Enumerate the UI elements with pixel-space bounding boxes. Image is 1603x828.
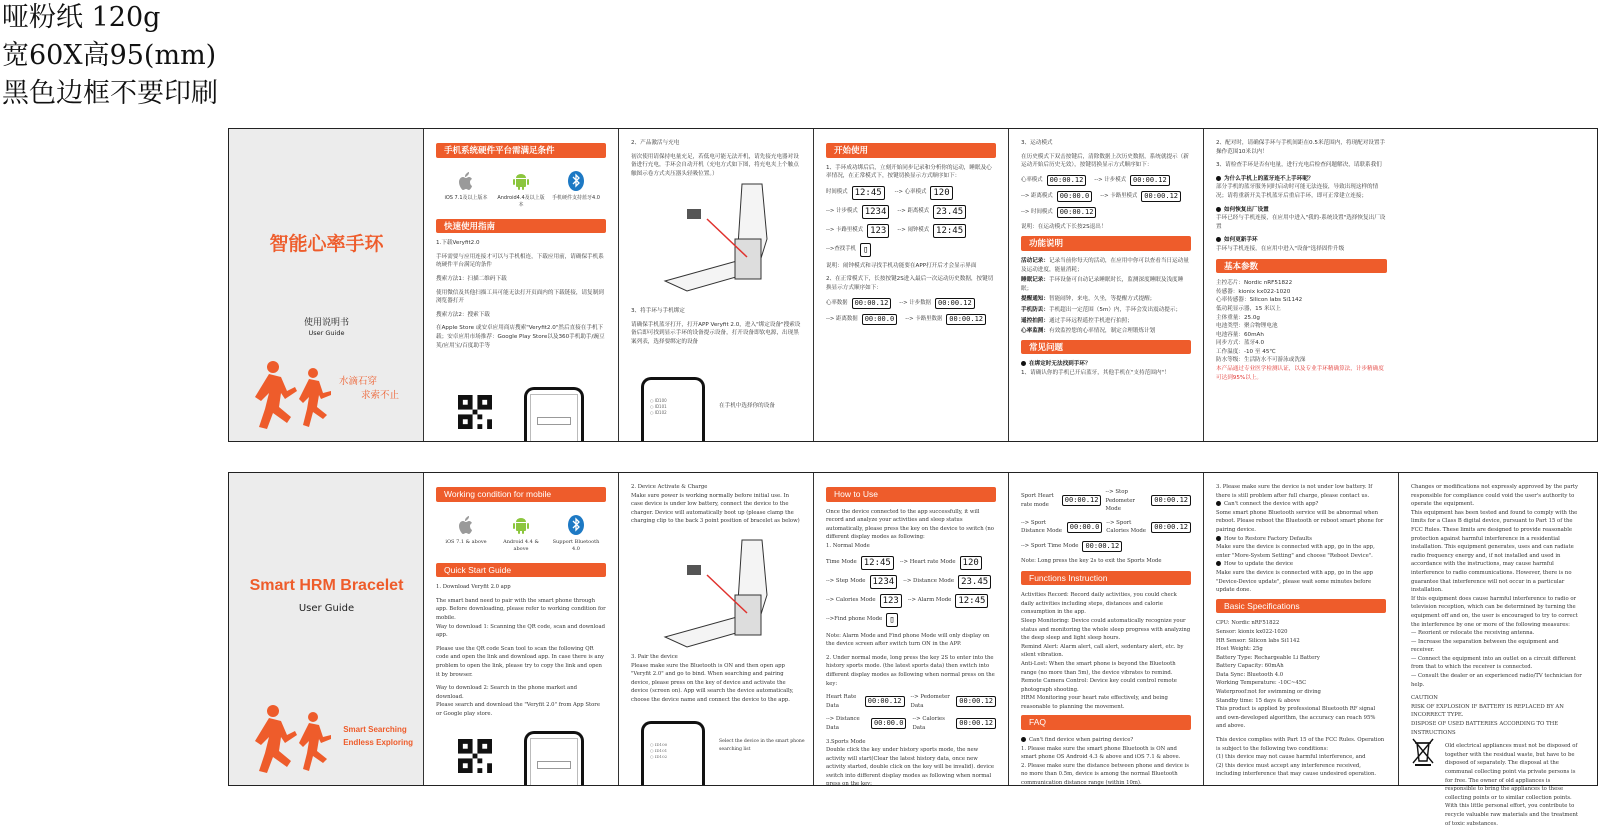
lcd-alarm: 12:45 bbox=[933, 224, 966, 238]
lcd-alarm: 12:45 bbox=[955, 594, 988, 608]
cn-bar-requirements: 手机系统硬件平台需满足条件 bbox=[436, 143, 606, 158]
en-accuracy-note: This product is applied by professional Bluetooth RF signal and own-developed algorithm, the accuracy can reach 95% and above. bbox=[1216, 706, 1376, 730]
cn-accuracy-note: 本产品通过专业医学检测认证，以及专业手环精确算法，计步精确度可达到95%以上。 bbox=[1216, 366, 1384, 381]
lcd-sport-calories: 00:00.12 bbox=[1141, 191, 1181, 202]
cn-history-steps: --> 计步数据 bbox=[899, 299, 931, 306]
cn-spec-item: 低功耗显示器，15 米以上 bbox=[1216, 305, 1281, 312]
en-spec-item: Sensor: kionix kx022-1020 bbox=[1216, 628, 1288, 635]
en-activate-heading: 2. Device Activate & Charge bbox=[631, 484, 708, 490]
cn-mode-time: 时间模式 bbox=[826, 189, 848, 196]
cn-sport-calories: --> 卡路里模式 bbox=[1100, 192, 1138, 199]
en-sport-steps: --> Stop Pedometer Mode bbox=[1105, 489, 1135, 513]
print-note-paper: 哑粉纸 120g bbox=[2, 2, 161, 33]
cn-spec-list bbox=[1216, 279, 1387, 365]
en-sports-mode-desc: Double click the key under history sports mode, the new activity will start(Clear the latest history data, once new activity started, double click on the key will be invalid). device switch into different display modes as following when normal press on the key: bbox=[826, 747, 995, 788]
en-panel-requirements bbox=[424, 473, 619, 785]
en-spec-item: CPU: Nordic nRF51822 bbox=[1216, 620, 1280, 627]
cn-bar-specs: 基本参数 bbox=[1216, 259, 1387, 274]
en-spec-list bbox=[1216, 619, 1386, 705]
en-mode-hr: --> Heart rate Mode bbox=[899, 559, 956, 566]
en-caution-dispose: DISPOSE OF USED BATTERIES ACCORDING TO THE INSTRUCTIONS bbox=[1411, 721, 1559, 736]
en-changes-warning: Changes or modifications not expressly approved by the party responsible for compliance could void the user's authority to operate the equipment. bbox=[1411, 484, 1579, 508]
cn-func-notify-key: 提醒通知： bbox=[1021, 296, 1049, 303]
chinese-manual-sheet bbox=[228, 128, 1598, 442]
en-sport-time: --> Sport Time Mode bbox=[1021, 543, 1079, 550]
bullet-icon bbox=[1216, 561, 1221, 566]
scan-box bbox=[537, 417, 571, 425]
phone-device-list: ○ ID100 ○ ID101 ○ ID102 bbox=[641, 721, 705, 785]
qr-code bbox=[458, 739, 492, 773]
en-cover-panel bbox=[229, 473, 424, 785]
cn-faq4: 如何更新手环 bbox=[1224, 237, 1258, 244]
bluetooth-icon bbox=[565, 170, 587, 192]
en-mode-time: Time Mode bbox=[826, 559, 857, 566]
en-history-calories: --> Calories Data bbox=[912, 716, 945, 731]
en-faq3-answer: Make sure the device is connected with app, go in the app, enter "More-System Setting" and choose "Reboot Device". bbox=[1216, 544, 1375, 559]
apple-icon bbox=[455, 170, 477, 192]
bullet-icon bbox=[1216, 176, 1221, 181]
cn-faq3-answer: 手环已经与手机连接，在应用中进入"我的-系统设置"选择恢复出厂设置 bbox=[1216, 215, 1386, 230]
os-android-label: Android 4.4 & above bbox=[503, 538, 539, 552]
os-android bbox=[495, 170, 547, 209]
cn-spec-item: 同步方式：蓝牙4.0 bbox=[1216, 340, 1265, 347]
cn-panel-usage bbox=[814, 129, 1009, 441]
cn-download-method2: 搜索方法2：搜索下载 bbox=[436, 311, 490, 318]
en-spec-item: Battery Capacity: 60mAh bbox=[1216, 663, 1284, 670]
en-sport-note: Note: Long press the key 2s to exit the Sports Mode bbox=[1021, 557, 1162, 564]
en-slogan-line1: Smart Searching bbox=[343, 725, 407, 734]
cn-pair-desc: 请确保手机蓝牙打开，打开APP Veryfit 2.0，进入"绑定设备"搜索设备后即可找到显示手环的设备提示设备，打开设备即软电源，出现黑案列表，选择要绑定的设备 bbox=[631, 321, 801, 345]
cn-sport-steps: --> 计步模式 bbox=[1094, 176, 1126, 183]
en-history-desc: 2. Under normal mode, long press the key 2S to enter into the history sports mode. (the latest sports data) then switch into different display modes as following when normal press on the key: bbox=[826, 654, 995, 687]
cn-usage-note: 说明：闹钟模式和寻找手机功能要在APP打开后才会显示界面 bbox=[826, 262, 977, 269]
en-spec-item: Working Temperature: -10C~45C bbox=[1216, 680, 1307, 687]
en-normal-mode-heading: 1. Normal Mode bbox=[826, 542, 870, 549]
en-measure-item: — Connect the equipment into an outlet on a circuit different from that to which the receiver is connected. bbox=[1411, 655, 1576, 671]
runners-illustration bbox=[247, 357, 347, 435]
en-faq4: How to update the device bbox=[1224, 561, 1293, 568]
en-faq1-answer3: 3. Please make sure the device is not under low battery. If there is still problem after full charge, please contact us. bbox=[1216, 484, 1373, 499]
print-note-size: 宽60X高95(mm) bbox=[2, 40, 217, 71]
lcd-find-phone: ▯ bbox=[886, 613, 897, 627]
cn-bar-quickstart: 快速使用指南 bbox=[436, 219, 606, 234]
en-func-remind: Remind Alert: Alarm alert, call alert, sedentary alert, etc. by silent vibration. bbox=[1021, 643, 1184, 659]
print-note-border: 黑色边框不要印刷 bbox=[2, 78, 218, 109]
lcd-history-calories: 00:00.12 bbox=[956, 718, 996, 729]
lcd-sport-hr: 00:00.12 bbox=[1062, 495, 1102, 506]
lcd-history-steps: 00:00.12 bbox=[935, 298, 975, 309]
en-bar-requirements: Working condition for mobile bbox=[436, 487, 606, 502]
en-faq4-answer: Make sure the device is connected with app, go in the app "Device-Device update", please wait some minutes before update done. bbox=[1216, 569, 1374, 594]
cn-func-camera-key: 遥控拍照： bbox=[1021, 317, 1049, 324]
en-sports-mode-heading: 3.Sports Mode bbox=[826, 738, 866, 745]
cn-cover-panel bbox=[229, 129, 424, 441]
en-sport-hr: Sport Heart rate mode bbox=[1021, 493, 1054, 508]
cn-pair-heading: 3、将手环与手机绑定 bbox=[631, 308, 685, 314]
en-sport-distance: --> Sport Distance Mode bbox=[1021, 519, 1062, 535]
en-mode-calories: --> Calories Mode bbox=[826, 597, 876, 604]
en-mode-steps: --> Step Mode bbox=[826, 578, 866, 585]
en-history-distance: --> Distance Data bbox=[826, 716, 860, 731]
cn-func-sleep-key: 睡眠记录： bbox=[1021, 277, 1049, 284]
os-bluetooth-label: Support Bluetooth 4.0 bbox=[552, 538, 600, 552]
cn-spec-item: 电池类型：聚合物锂电池 bbox=[1216, 323, 1278, 330]
en-fcc-class-b: This equipment has been tested and found to comply with the limits for a Class B digital device, pursuant to Part 15 of the FCC Rules. These limits are designed to provide reasonable protection against harmful interference in a residential installation. This equipment generates, uses and can radiate radio frequency energy and, if not installed and used in accordance with the instructions, may cause harmful interference to radio communications. However, there is no guarantee that interference will not occur in a particular installation. bbox=[1411, 509, 1578, 594]
cn-cover-slogan bbox=[339, 375, 399, 403]
cn-spec-item: 主体重量：25.0g bbox=[1216, 314, 1260, 321]
en-download-method1: Way to download 1: Scanning the QR code, scan and download app. bbox=[436, 623, 606, 639]
cn-faq1-answer: 1、请确认你的手机已开启蓝牙，其他手机在"支持范围内"！ bbox=[1021, 369, 1170, 376]
en-mode-alarm: --> Alarm Mode bbox=[907, 597, 952, 604]
cn-faq3: 如何恢复出厂设置 bbox=[1224, 206, 1269, 213]
en-phone-caption: Select the device in the smart phone searching list bbox=[719, 738, 805, 753]
scan-box bbox=[537, 761, 571, 769]
cn-bar-functions: 功能说明 bbox=[1021, 236, 1191, 251]
cn-panel-specs bbox=[1204, 129, 1399, 441]
en-slogan-line2: Endless Exploring bbox=[343, 738, 413, 747]
en-bar-functions: Functions Instruction bbox=[1021, 571, 1191, 586]
cn-func-hr-value: 有效监控您的心率情况，制定合理锻炼计划 bbox=[1048, 328, 1156, 335]
en-func-hrm: HRM Monitoring your heart rate effectively, and being reasonable to planning the movement. bbox=[1021, 695, 1168, 710]
cn-bar-faq: 常见问题 bbox=[1021, 340, 1191, 355]
cn-sport-desc: 在历史模式下双击按键后，清除数据上次历史数据，系统就提示（新运动开始后历史无效），按键切换显示方式顺序如下： bbox=[1021, 153, 1189, 169]
en-panel-functions bbox=[1009, 473, 1204, 785]
cn-faq2-answer: 部分手机的蓝牙服务同时启动时可能无法连接，导致出现这样的情况；请将重新开关手机蓝牙后重启手环，即可正常建立连接； bbox=[1216, 184, 1379, 199]
cn-sport-distance: --> 距离模式 bbox=[1021, 192, 1053, 199]
en-cover-title: Smart HRM Bracelet bbox=[249, 577, 404, 594]
cn-sport-time: --> 时间模式 bbox=[1021, 208, 1053, 215]
phone-illustration bbox=[524, 731, 584, 785]
cn-spec-item: 防水等级：生活防水不可游泳或洗澡 bbox=[1216, 357, 1306, 364]
en-step-download: 1. Download Veryfit 2.0 app bbox=[436, 584, 511, 591]
lcd-time: 12:45 bbox=[861, 556, 894, 570]
en-bar-specs: Basic Specifications bbox=[1216, 599, 1386, 614]
en-download-method1-desc: Please use the QR code Scan tool to scan the following QR code and open the link and download app. In case there is any problem to open the link, please try to copy the link and open it by browser. bbox=[436, 645, 604, 678]
cn-download-method1: 搜索方法1：扫描二维码下载 bbox=[436, 275, 507, 282]
cn-panel-activate bbox=[619, 129, 814, 441]
en-cover-slogan bbox=[343, 723, 413, 749]
os-ios bbox=[440, 170, 492, 209]
lcd-heart-rate: 120 bbox=[930, 186, 952, 200]
lcd-distance: 23.45 bbox=[958, 575, 991, 589]
cn-slogan-line2: 求索不止 bbox=[360, 390, 399, 401]
cn-slogan-line1: 水滴石穿 bbox=[338, 376, 377, 387]
os-icons-row bbox=[436, 164, 606, 209]
en-panel-specs bbox=[1204, 473, 1399, 785]
en-measure-item: — Consult the dealer or an experienced radio/TV technician for help. bbox=[1411, 673, 1582, 688]
bullet-icon bbox=[1021, 737, 1026, 742]
en-interference-measures: If this equipment does cause harmful interference to radio or television reception, which can be determined by turning the equipment off and on, the user is encouraged to try to correct the interference by one or more of the following measures: bbox=[1411, 595, 1578, 628]
cn-func-sleep-value: 手环设备可自动记录睡眠时长，监测深度睡眠及浅度睡眠； bbox=[1021, 277, 1184, 292]
en-step-download-desc: The smart band need to pair with the smart phone through app. Before downloading, please refer to working condition for mobile. bbox=[436, 597, 606, 621]
cn-panel-functions bbox=[1009, 129, 1204, 441]
en-measure-item: — Reorient or relocate the receiving antenna. bbox=[1411, 630, 1535, 637]
en-faq2: Can't connect the device with app? bbox=[1224, 501, 1319, 508]
en-weee-text: Old electrical appliances must not be disposed of together with the residual waste, but have to be disposed of separately. The disposal at the communal collecting point via private persons is for free. The owner of old appliances is responsible to bring the appliances to these collecting points or to similar collection points. With this little personal effort, you contribute to recycle valuable raw materials and the treatment of toxic substances. bbox=[1445, 743, 1579, 827]
cn-usage-intro: 1、手环成功绑后后，立刻开始同步记录和分析你的运动，睡眠及心率情况，在正常模式下，按键切换显示方式顺序如下： bbox=[826, 164, 992, 180]
lcd-history-distance: 00:00.0 bbox=[862, 314, 898, 325]
cn-func-camera-value: 通过手环远程遥控手机进行拍照； bbox=[1048, 317, 1133, 324]
cn-cover-subtitle: 使用说明书 bbox=[303, 318, 349, 328]
cn-step-download-desc: 手环需要与应用连接才可以与手机相连，下载应用前，请确保手机系统硬件平台满足的条件 bbox=[436, 253, 604, 269]
cn-sport-note: 说明：在运动模式下长按2S退出！ bbox=[1021, 223, 1107, 230]
en-fcc-condition2: (2) this device must accept any interference received, including interference that may cause undesired operation. bbox=[1216, 762, 1377, 778]
en-faq1-answer: 1. Please make sure the smart phone Bluetooth is ON and smart phone OS Android 4.3 & above and iOS 7.1 & above. bbox=[1021, 745, 1181, 761]
en-fcc-statement: This device complies with Part 15 of the FCC Rules. Operation is subject to the following two conditions: bbox=[1216, 737, 1385, 752]
en-faq2-answer: Some smart phone Bluetooth service will be abnormal when reboot. Please reboot the Bluetooth or reboot smart phone for pairing device. bbox=[1216, 509, 1384, 533]
bluetooth-icon bbox=[565, 514, 587, 536]
en-usage-note: Note: Alarm Mode and Find phone Mode will only display on the device screen after switch turn ON in the APP. bbox=[826, 632, 990, 648]
en-download-method2: Way to download 2: Search in the phone market and download. bbox=[436, 685, 578, 700]
cn-faq1-answer2: 2、配对时，请确保手环与手机间距在0.5米范围内，将现配对设置手操作范围10米以内！ bbox=[1216, 140, 1386, 155]
en-cover-subtitle: User Guide bbox=[298, 603, 355, 614]
en-func-activity: Activities Record: Record daily activities, you could check daily activities including steps, distances and calorie consumption in the app. bbox=[1021, 592, 1177, 616]
os-android-label: Android4.4及以上版本 bbox=[497, 194, 545, 208]
en-faq3: How to Restore Factory Defaults bbox=[1224, 535, 1312, 542]
cn-faq4-answer: 手环与手机连接，在应用中进入"设备"选择固件升级 bbox=[1216, 245, 1345, 252]
os-icons-row bbox=[436, 508, 606, 553]
bullet-icon bbox=[1216, 501, 1221, 506]
cn-sport-hr: 心率模式 bbox=[1021, 176, 1043, 183]
phone-illustration bbox=[524, 387, 584, 441]
cn-history-desc: 2、在正常模式下，长按按键2S进入最后一次运动历史数据，按键切换显示方式顺序如下： bbox=[826, 276, 994, 291]
en-spec-item: Data Sync: Bluetooth 4.0 bbox=[1216, 671, 1284, 678]
cn-phone-caption: 在手机中选择你的设备 bbox=[719, 403, 775, 410]
bullet-icon bbox=[1216, 536, 1221, 541]
en-panel-compliance bbox=[1399, 473, 1594, 827]
cn-spec-item: 电池容量：60mAh bbox=[1216, 331, 1264, 338]
bullet-icon bbox=[1021, 361, 1026, 366]
cn-bar-usage: 开始使用 bbox=[826, 143, 996, 158]
lcd-steps: 1234 bbox=[862, 205, 890, 219]
cn-step-download: 1.下载Veryfit2.0 bbox=[436, 240, 480, 247]
lcd-time: 12:45 bbox=[852, 186, 885, 200]
en-bar-faq: FAQ bbox=[1021, 715, 1191, 730]
cn-spec-item: 工作温度：-10 至 45℃ bbox=[1216, 348, 1276, 355]
en-bar-quickstart: Quick Start Guide bbox=[436, 563, 606, 578]
lcd-calories: 123 bbox=[880, 594, 902, 608]
qr-code bbox=[458, 395, 492, 429]
cn-history-calories: --> 卡路里数据 bbox=[905, 315, 943, 322]
cn-sport-heading: 3、运动模式 bbox=[1021, 140, 1053, 146]
lcd-sport-time: 00:00.12 bbox=[1082, 541, 1122, 552]
os-ios bbox=[440, 514, 492, 553]
lcd-history-hr: 00:00.12 bbox=[852, 298, 892, 309]
cn-func-notify-value: 智能闹钟，来电，久坐，等提醒方式提醒； bbox=[1048, 296, 1156, 303]
en-caution-explosion: RISK OF EXPLOSION IF BATTERY IS REPLACED BY AN INCORRECT TYPE. bbox=[1411, 703, 1564, 719]
lcd-history-steps: 00:00.12 bbox=[956, 696, 996, 707]
cn-func-antilost-value: 手机超出一定范围（5m）内，手环会发出震动提示； bbox=[1048, 306, 1182, 313]
en-activate-desc: Make sure power is working normally before initial use. In case device is under low battery, connect the device to the charger. Device will automatically boot up (please clamp the charging clip to the back 3 point position of bracelet as below) bbox=[631, 492, 800, 525]
cn-func-activity-key: 活动记录： bbox=[1021, 257, 1049, 264]
lcd-history-distance: 00:00.0 bbox=[871, 718, 907, 729]
en-pair-desc: Please make sure the Bluetooth is ON and then open app "Veryfit 2.0" and go to bind. When searching and pairing device, please press on the key of device and activate the device (screen on). App will search the device automatically, choose the device name and connect the device to the app. bbox=[631, 662, 794, 703]
en-sport-calories: --> Sport Calories Mode bbox=[1106, 519, 1146, 535]
cn-mode-distance: --> 距离模式 bbox=[897, 208, 930, 215]
lcd-history-calories: 00:00.12 bbox=[946, 314, 986, 325]
apple-icon bbox=[455, 514, 477, 536]
en-usage-intro: Once the device connected to the app successfully, it will record and analyze your activities and sleep status automatically, please press the key on the device to switch (no different display modes as following: bbox=[826, 508, 994, 541]
cn-mode-hr: --> 心率模式 bbox=[894, 189, 927, 196]
en-func-sleep: Sleep Monitoring: Device could automatically recognize your status and monitoring the whole sleep progress with analyzing the deep sleep and light sleep hours. bbox=[1021, 617, 1191, 642]
os-android bbox=[495, 514, 547, 553]
en-spec-item: Standby time: 15 days & above bbox=[1216, 697, 1300, 704]
os-bluetooth bbox=[550, 514, 602, 553]
cn-spec-item: 心率传感器：Silicon labs Si1142 bbox=[1216, 297, 1303, 304]
cn-normal-modes bbox=[826, 186, 996, 257]
cn-mode-find-phone: -->查找手机 bbox=[826, 246, 856, 253]
cn-history-hr: 心率数据 bbox=[826, 299, 848, 306]
cn-spec-item: 传感器：kionix kx022-1020 bbox=[1216, 288, 1291, 295]
cn-mode-calories: --> 卡路里模式 bbox=[826, 227, 864, 234]
os-ios-label: iOS 7.1及以上版本 bbox=[444, 194, 488, 201]
cn-faq2: 为什么手机上的蓝牙连不上手环呢？ bbox=[1224, 175, 1314, 182]
lcd-sport-calories: 00:00.12 bbox=[1151, 522, 1191, 533]
cn-cover-subtitle-en: User Guide bbox=[308, 329, 345, 337]
phone-device-list: ○ ID100 ○ ID101 ○ ID102 bbox=[641, 377, 705, 441]
os-bluetooth bbox=[550, 170, 602, 209]
cn-cover-title: 智能心率手环 bbox=[269, 233, 384, 255]
cn-history-distance: --> 距离数据 bbox=[826, 315, 858, 322]
en-caution-heading: CAUTION bbox=[1411, 695, 1438, 702]
cn-mode-alarm: --> 闹钟模式 bbox=[897, 227, 930, 234]
en-bar-usage: How to Use bbox=[826, 487, 996, 502]
en-faq1: Can't find device when pairing device? bbox=[1029, 737, 1134, 744]
lcd-find-phone: ▯ bbox=[860, 243, 871, 257]
english-manual-sheet bbox=[228, 472, 1598, 827]
en-download-method2-desc: Please search and download the "Veryfit 2.0" from App Store or Google play store. bbox=[436, 702, 600, 717]
lcd-sport-steps: 00:00.12 bbox=[1151, 495, 1191, 506]
cn-faq1: 在绑定时无法找到手环？ bbox=[1029, 361, 1091, 368]
en-pair-heading: 3. Pair the device bbox=[631, 654, 678, 660]
lcd-calories: 123 bbox=[867, 224, 889, 238]
en-measure-item: — Increase the separation between the equipment and receiver. bbox=[1411, 638, 1559, 654]
os-bluetooth-label: 手机硬件支持蓝牙4.0 bbox=[552, 194, 600, 201]
lcd-history-hr: 00:00.12 bbox=[865, 696, 905, 707]
en-spec-item: Battery Type: Rechargeable Li Battery bbox=[1216, 654, 1320, 661]
en-spec-item: Waterproof:not for swimming or diving bbox=[1216, 689, 1321, 696]
cn-mode-steps: --> 计步模式 bbox=[826, 208, 858, 215]
android-icon bbox=[510, 170, 532, 192]
lcd-sport-distance: 00:00.0 bbox=[1067, 522, 1103, 533]
en-history-hr: Heart Rate Data bbox=[826, 694, 857, 709]
en-spec-item: Host Weight: 25g bbox=[1216, 646, 1263, 653]
en-panel-activate bbox=[619, 473, 814, 785]
en-func-antilost: Anti-Lost: When the smart phone is beyond the Bluetooth range (no more than 5m), the device vibrates to remind. bbox=[1021, 660, 1176, 676]
cn-func-activity-value: 记录当前你每天的活动，在应用中你可以查看当日运动量及运动进度，能量消耗； bbox=[1021, 257, 1189, 273]
en-mode-distance: --> Distance Mode bbox=[903, 578, 955, 585]
cn-spec-item: 主控芯片：Nordic nRF51822 bbox=[1216, 280, 1293, 287]
lcd-steps: 1234 bbox=[870, 575, 898, 589]
cn-download-method1-desc: 使用微信及其他扫描工具可能无法打开页面内的下载链接，请复制到浏览器打开 bbox=[436, 289, 604, 305]
cn-activate-heading: 2、产品激活与充电 bbox=[631, 140, 680, 146]
lcd-sport-hr: 00:00.12 bbox=[1047, 175, 1087, 186]
cn-activate-desc: 初次使用请保持电量充足，若低电可能无法开机，请先接充电器对设备进行充电，手环会自动开机（充电方式如下图，将充电夹上个触点触图示卷方式夹压器头轻吸位置。） bbox=[631, 153, 799, 177]
en-faq1-answer2: 2. Please make sure the distance between phone and device is no more than 0.5m, device is among the normal Bluetooth communication distance range (within 10m). bbox=[1021, 762, 1189, 787]
lcd-sport-distance: 00:00.0 bbox=[1057, 191, 1093, 202]
cn-func-antilost-key: 手机防丢： bbox=[1021, 306, 1049, 313]
en-func-camera: Remote Camera Control: Device key could control remote photograph shooting. bbox=[1021, 678, 1177, 693]
lcd-sport-steps: 00:00.12 bbox=[1130, 175, 1170, 186]
bullet-icon bbox=[1216, 207, 1221, 212]
android-icon bbox=[510, 514, 532, 536]
os-ios-label: iOS 7.1 & above bbox=[445, 538, 487, 545]
lcd-sport-time: 00:00.12 bbox=[1057, 207, 1097, 218]
lcd-distance: 23.45 bbox=[933, 205, 966, 219]
runners-illustration bbox=[247, 701, 347, 779]
lcd-heart-rate: 120 bbox=[960, 556, 982, 570]
en-history-steps: --> Pedometer Data bbox=[910, 694, 950, 709]
en-panel-usage bbox=[814, 473, 1009, 788]
cn-download-method2-desc: 在Apple Store 或安卓应用商店搜索"Veryfit2.0"然后直接在手机下载；安卓应用市场推荐：Google Play Store以及360手机助手/豌豆荚/应用宝/百度助手等 bbox=[436, 325, 605, 349]
cn-func-hr-key: 心率监测： bbox=[1021, 328, 1049, 335]
cn-faq1-answer3: 3、请检查手环是否有电量，进行充电后检查问题解决，请联系我们 bbox=[1216, 162, 1382, 169]
bullet-icon bbox=[1216, 237, 1221, 242]
en-mode-find-phone: -->Find phone Mode bbox=[826, 616, 883, 623]
cn-panel-requirements bbox=[424, 129, 619, 441]
en-fcc-condition1: (1) this device may not cause harmful interference, and bbox=[1216, 754, 1366, 761]
weee-bin-icon bbox=[1411, 737, 1435, 767]
en-spec-item: HR Sensor: Silicon labs Si1142 bbox=[1216, 637, 1300, 644]
